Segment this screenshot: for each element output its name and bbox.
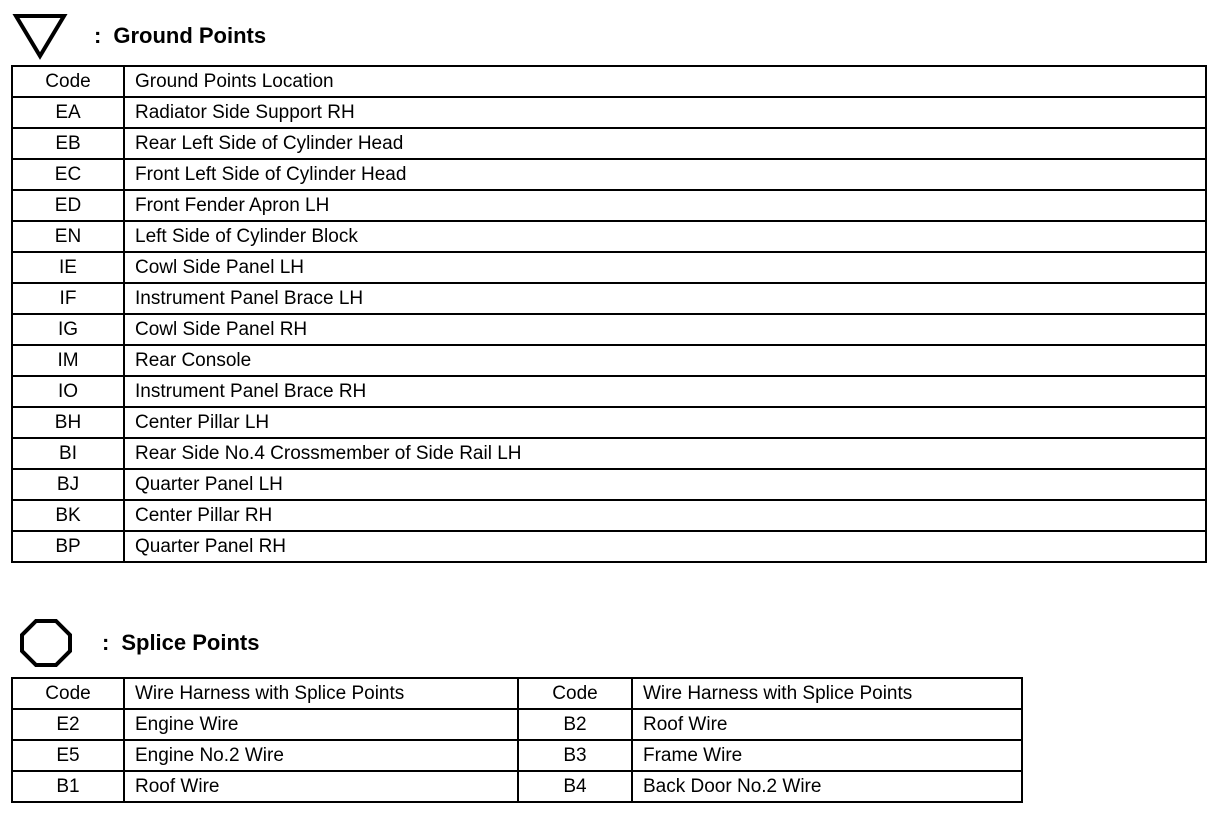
ground-code-cell: EC <box>12 159 124 190</box>
table-row <box>12 128 1206 159</box>
splice-code-cell: B4 <box>518 771 632 802</box>
ground-code-cell: IG <box>12 314 124 345</box>
table-row <box>12 159 1206 190</box>
splice-points-heading <box>18 617 259 669</box>
ground-code-cell: EB <box>12 128 124 159</box>
ground-location-cell: Left Side of Cylinder Block <box>124 221 1206 252</box>
ground-code-cell: ED <box>12 190 124 221</box>
ground-code-cell: IO <box>12 376 124 407</box>
splice-code-cell: E5 <box>12 740 124 771</box>
ground-location-cell: Front Fender Apron LH <box>124 190 1206 221</box>
table-row <box>12 283 1206 314</box>
splice-code-cell: E2 <box>12 709 124 740</box>
ground-location-cell: Rear Console <box>124 345 1206 376</box>
ground-location-cell: Instrument Panel Brace RH <box>124 376 1206 407</box>
splice-harness-cell: Roof Wire <box>632 709 1022 740</box>
table-row <box>12 469 1206 500</box>
ground-location-cell: Radiator Side Support RH <box>124 97 1206 128</box>
table-row <box>12 500 1206 531</box>
ground-points-title: Ground Points <box>113 23 267 48</box>
table-row <box>12 221 1206 252</box>
column-header-code: Code <box>12 66 124 97</box>
ground-code-cell: IF <box>12 283 124 314</box>
table-header-row <box>12 66 1206 97</box>
ground-location-cell: Center Pillar RH <box>124 500 1206 531</box>
column-header-harness-right: Wire Harness with Splice Points <box>632 678 1022 709</box>
splice-harness-cell: Engine No.2 Wire <box>124 740 518 771</box>
ground-code-cell: EA <box>12 97 124 128</box>
column-header-code-left: Code <box>12 678 124 709</box>
ground-location-cell: Rear Left Side of Cylinder Head <box>124 128 1206 159</box>
splice-points-title: Splice Points <box>121 630 260 655</box>
ground-code-cell: IM <box>12 345 124 376</box>
splice-harness-cell: Roof Wire <box>124 771 518 802</box>
table-header-row <box>12 678 1022 709</box>
splice-code-cell: B1 <box>12 771 124 802</box>
table-row <box>12 314 1206 345</box>
table-row <box>12 709 1022 740</box>
inverted-triangle-icon <box>12 12 68 60</box>
ground-code-cell: EN <box>12 221 124 252</box>
column-header-harness-left: Wire Harness with Splice Points <box>124 678 518 709</box>
splice-points-table <box>11 677 1023 803</box>
ground-location-cell: Instrument Panel Brace LH <box>124 283 1206 314</box>
ground-code-cell: BP <box>12 531 124 562</box>
ground-points-table <box>11 65 1207 563</box>
table-row <box>12 531 1206 562</box>
ground-location-cell: Cowl Side Panel LH <box>124 252 1206 283</box>
ground-location-cell: Cowl Side Panel RH <box>124 314 1206 345</box>
splice-code-cell: B2 <box>518 709 632 740</box>
splice-points-colon: : <box>102 630 110 655</box>
table-row <box>12 407 1206 438</box>
ground-code-cell: BH <box>12 407 124 438</box>
ground-location-cell: Quarter Panel LH <box>124 469 1206 500</box>
table-row <box>12 97 1206 128</box>
column-header-code-right: Code <box>518 678 632 709</box>
ground-location-cell: Quarter Panel RH <box>124 531 1206 562</box>
splice-code-cell: B3 <box>518 740 632 771</box>
octagon-icon <box>18 617 74 669</box>
ground-code-cell: BI <box>12 438 124 469</box>
ground-points-heading <box>12 12 266 60</box>
ground-points-colon: : <box>94 23 102 48</box>
splice-harness-cell: Frame Wire <box>632 740 1022 771</box>
ground-location-cell: Front Left Side of Cylinder Head <box>124 159 1206 190</box>
table-row <box>12 438 1206 469</box>
table-row <box>12 771 1022 802</box>
ground-location-cell: Rear Side No.4 Crossmember of Side Rail LH <box>124 438 1206 469</box>
ground-code-cell: BJ <box>12 469 124 500</box>
table-row <box>12 252 1206 283</box>
splice-harness-cell: Back Door No.2 Wire <box>632 771 1022 802</box>
ground-code-cell: BK <box>12 500 124 531</box>
table-row <box>12 376 1206 407</box>
column-header-location: Ground Points Location <box>124 66 1206 97</box>
table-row <box>12 740 1022 771</box>
table-row <box>12 190 1206 221</box>
table-row <box>12 345 1206 376</box>
ground-location-cell: Center Pillar LH <box>124 407 1206 438</box>
splice-harness-cell: Engine Wire <box>124 709 518 740</box>
ground-code-cell: IE <box>12 252 124 283</box>
